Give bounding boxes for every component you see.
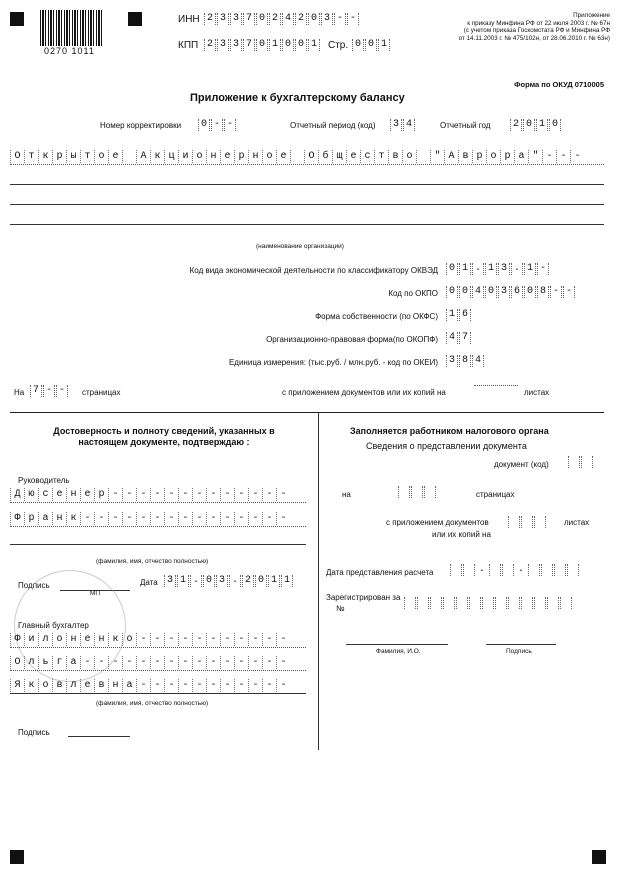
cell: - bbox=[248, 633, 262, 646]
cell: - bbox=[178, 633, 192, 646]
okfs-label: Форма собственности (по ОКФС) bbox=[315, 312, 438, 321]
stamp-label: МП bbox=[90, 590, 101, 597]
cell: - bbox=[136, 512, 150, 525]
okpo-label: Код по ОКПО bbox=[388, 289, 438, 298]
cell: - bbox=[136, 656, 150, 669]
cell: - bbox=[262, 656, 276, 669]
accountant-row bbox=[10, 656, 306, 670]
cell: - bbox=[136, 488, 150, 501]
page-label: Стр. bbox=[328, 40, 349, 51]
cell: - bbox=[94, 512, 108, 525]
cell: е bbox=[276, 150, 290, 163]
sheets-word-2: листах bbox=[564, 518, 590, 527]
cell: а bbox=[514, 150, 528, 163]
cell: - bbox=[347, 13, 359, 25]
cell: е bbox=[346, 150, 360, 163]
cell: е bbox=[80, 633, 94, 646]
cell: - bbox=[80, 512, 94, 525]
cell: - bbox=[192, 512, 206, 525]
cell: - bbox=[136, 633, 150, 646]
cell: 1 bbox=[485, 263, 497, 275]
cell: - bbox=[150, 512, 164, 525]
org-name-row bbox=[10, 150, 604, 164]
cell: - bbox=[164, 679, 178, 692]
cell: г bbox=[52, 656, 66, 669]
accountant-label: Главный бухгалтер bbox=[18, 621, 89, 630]
cell: 3 bbox=[217, 13, 229, 25]
fio-caption-2: (фамилия, имя, отчество полностью) bbox=[96, 700, 209, 707]
cell: - bbox=[108, 488, 122, 501]
cell: - bbox=[570, 150, 584, 163]
cell: н bbox=[248, 150, 262, 163]
cell: 1 bbox=[446, 309, 458, 321]
fio-line[interactable] bbox=[346, 644, 448, 645]
cell: - bbox=[192, 488, 206, 501]
cell: л bbox=[38, 633, 52, 646]
cell: 2 bbox=[295, 13, 307, 25]
signature-line-3[interactable] bbox=[486, 644, 556, 645]
number-sign: № bbox=[336, 604, 345, 613]
cell: с bbox=[360, 150, 374, 163]
cell: - bbox=[56, 385, 68, 397]
corner-marker-top-right bbox=[128, 12, 142, 26]
cell: о bbox=[94, 150, 108, 163]
sign-label-2: Подпись bbox=[18, 728, 50, 737]
barcode bbox=[40, 10, 104, 46]
cell: - bbox=[220, 633, 234, 646]
cell: и bbox=[178, 150, 192, 163]
cell: к bbox=[66, 512, 80, 525]
cell: о bbox=[122, 633, 136, 646]
pages-word-2: страницах bbox=[476, 490, 515, 499]
cell: т bbox=[24, 150, 38, 163]
submit-date-label: Дата представления расчета bbox=[326, 568, 434, 577]
cell: 0 bbox=[459, 286, 471, 298]
cell: - bbox=[178, 656, 192, 669]
cell: - bbox=[164, 512, 178, 525]
cell: 7 bbox=[459, 332, 471, 344]
cell: р bbox=[94, 488, 108, 501]
cell: - bbox=[150, 488, 164, 501]
period-label: Отчетный период (код) bbox=[290, 121, 376, 130]
cell: 1 bbox=[308, 39, 320, 51]
cell: - bbox=[94, 656, 108, 669]
period-cells bbox=[390, 119, 416, 131]
cell: 3 bbox=[446, 355, 458, 367]
cell: е bbox=[220, 150, 234, 163]
cell: 2 bbox=[510, 119, 522, 131]
cell: 7 bbox=[243, 39, 255, 51]
cell: А bbox=[444, 150, 458, 163]
okved-label: Код вида экономической деятельности по классификатору ОКВЭД bbox=[189, 266, 438, 275]
cell: н bbox=[94, 633, 108, 646]
cell: - bbox=[234, 656, 248, 669]
attach-sheets-field[interactable] bbox=[474, 385, 518, 386]
cell: - bbox=[178, 512, 192, 525]
cell: - bbox=[122, 656, 136, 669]
cell: - bbox=[248, 512, 262, 525]
doc-code-label: документ (код) bbox=[494, 460, 549, 469]
cell: - bbox=[150, 633, 164, 646]
cell: . bbox=[190, 575, 202, 587]
cell: 0 bbox=[485, 286, 497, 298]
cell: а bbox=[38, 512, 52, 525]
cell: - bbox=[136, 679, 150, 692]
cell: - bbox=[276, 656, 290, 669]
cell: 0 bbox=[523, 119, 535, 131]
cell: к bbox=[150, 150, 164, 163]
cell: 7 bbox=[243, 13, 255, 25]
section-divider bbox=[10, 412, 604, 413]
cell: - bbox=[206, 656, 220, 669]
kpp-cells bbox=[204, 39, 321, 51]
cell: " bbox=[528, 150, 542, 163]
sheets-word: листах bbox=[524, 388, 550, 397]
cell: - bbox=[108, 656, 122, 669]
appendix-note-line: (с учетом приказа Госкомстата РФ и Минфина РФ bbox=[463, 27, 610, 34]
cell: л bbox=[66, 679, 80, 692]
inn-cells bbox=[204, 13, 360, 25]
cell: Я bbox=[10, 679, 24, 692]
attach-label-2b: или их копий на bbox=[432, 530, 491, 539]
cell: - bbox=[43, 385, 55, 397]
cell: А bbox=[136, 150, 150, 163]
cell: - bbox=[192, 679, 206, 692]
kpp-label: КПП bbox=[178, 40, 199, 51]
appendix-note-line: Приложение bbox=[573, 12, 610, 19]
cell: ь bbox=[38, 656, 52, 669]
inn-label: ИНН bbox=[178, 14, 200, 25]
cell: 0 bbox=[256, 13, 268, 25]
cell: - bbox=[164, 633, 178, 646]
cell: 0 bbox=[255, 575, 267, 587]
cell: о bbox=[52, 633, 66, 646]
cell: 0 bbox=[446, 286, 458, 298]
cell: о bbox=[192, 150, 206, 163]
cell: р bbox=[472, 150, 486, 163]
cell: - bbox=[276, 488, 290, 501]
cell: - bbox=[178, 679, 192, 692]
cell: 1 bbox=[459, 263, 471, 275]
cell: 0 bbox=[282, 39, 294, 51]
okved-cells bbox=[446, 263, 550, 275]
on-label: На bbox=[14, 388, 25, 397]
cell: 1 bbox=[177, 575, 189, 587]
cell: 4 bbox=[446, 332, 458, 344]
cell: 0 bbox=[256, 39, 268, 51]
cell: е bbox=[80, 679, 94, 692]
submit-date-cells[interactable]: . . bbox=[450, 564, 580, 576]
cell: 0 bbox=[203, 575, 215, 587]
pages-word: страницах bbox=[82, 388, 121, 397]
cell: - bbox=[150, 679, 164, 692]
okfs-cells bbox=[446, 309, 472, 321]
cell: - bbox=[178, 488, 192, 501]
column-divider bbox=[318, 412, 319, 750]
director-label: Руководитель bbox=[18, 476, 70, 485]
cell: е bbox=[52, 488, 66, 501]
org-name-caption: (наименование организации) bbox=[256, 243, 344, 250]
cell: 3 bbox=[216, 575, 228, 587]
cell: о bbox=[402, 150, 416, 163]
cell: - bbox=[206, 488, 220, 501]
cell: " bbox=[430, 150, 444, 163]
right-subheading: Сведения о представлении документа bbox=[366, 441, 527, 451]
cell: р bbox=[234, 150, 248, 163]
cell bbox=[122, 150, 136, 163]
cell: 3 bbox=[217, 39, 229, 51]
cell: - bbox=[542, 150, 556, 163]
org-name-row-empty bbox=[10, 190, 604, 204]
cell: 0 bbox=[524, 286, 536, 298]
cell: - bbox=[220, 512, 234, 525]
cell: О bbox=[10, 656, 24, 669]
cell: О bbox=[10, 150, 24, 163]
accountant-row bbox=[10, 633, 306, 647]
cell: в bbox=[52, 679, 66, 692]
cell: - bbox=[150, 656, 164, 669]
director-row bbox=[10, 512, 306, 526]
cell: 3 bbox=[321, 13, 333, 25]
cell: - bbox=[206, 512, 220, 525]
cell: н bbox=[66, 488, 80, 501]
barcode-number: 0270 1011 bbox=[44, 46, 95, 56]
cell: - bbox=[108, 512, 122, 525]
appendix-note-line: от 14.11.2003 г. № 475/102н, от 28.06.2010 г. № 63н) bbox=[458, 34, 610, 42]
cell: в bbox=[94, 679, 108, 692]
cell: - bbox=[248, 679, 262, 692]
fio-short: Фамилия, И.О. bbox=[376, 648, 421, 655]
org-name-row-empty bbox=[10, 170, 604, 184]
cell: 6 bbox=[511, 286, 523, 298]
cell: и bbox=[24, 633, 38, 646]
pages-cells-2[interactable] bbox=[398, 486, 437, 498]
cell: 3 bbox=[390, 119, 402, 131]
cell: ц bbox=[164, 150, 178, 163]
cell: - bbox=[122, 512, 136, 525]
document-title: Приложение к бухгалтерскому балансу bbox=[190, 92, 405, 104]
cell: а bbox=[122, 679, 136, 692]
cell: - bbox=[262, 633, 276, 646]
cell: - bbox=[262, 512, 276, 525]
year-cells bbox=[510, 119, 562, 131]
cell bbox=[416, 150, 430, 163]
cell: о bbox=[38, 679, 52, 692]
cell: О bbox=[304, 150, 318, 163]
cell: н bbox=[206, 150, 220, 163]
cell: 2 bbox=[242, 575, 254, 587]
form-code: Форма по ОКУД 0710005 bbox=[514, 80, 604, 89]
cell: - bbox=[276, 633, 290, 646]
cell: - bbox=[248, 656, 262, 669]
sign-label-3: Подпись bbox=[506, 648, 532, 655]
cell: б bbox=[318, 150, 332, 163]
cell: - bbox=[248, 488, 262, 501]
cell: в bbox=[458, 150, 472, 163]
cell: . bbox=[472, 263, 484, 275]
right-heading: Заполняется работником налогового органа bbox=[350, 426, 549, 436]
cell: р bbox=[52, 150, 66, 163]
corner-marker-top-left bbox=[10, 12, 24, 26]
cell: - bbox=[211, 119, 223, 131]
cell: о bbox=[262, 150, 276, 163]
cell: щ bbox=[332, 150, 346, 163]
cell: - bbox=[563, 286, 575, 298]
cell: 4 bbox=[472, 286, 484, 298]
accountant-row bbox=[10, 679, 306, 693]
left-heading: Достоверность и полноту сведений, указанных в настоящем документе, подтверждаю : bbox=[53, 426, 275, 447]
cell: 4 bbox=[282, 13, 294, 25]
cell: в bbox=[388, 150, 402, 163]
cell: 0 bbox=[308, 13, 320, 25]
on-label-2: на bbox=[342, 490, 351, 499]
cell: к bbox=[24, 679, 38, 692]
correction-label: Номер корректировки bbox=[100, 121, 182, 130]
cell: 8 bbox=[459, 355, 471, 367]
cell: - bbox=[80, 656, 94, 669]
cell: е bbox=[108, 150, 122, 163]
cell: 2 bbox=[204, 13, 216, 25]
cell: к bbox=[38, 150, 52, 163]
registered-label: Зарегистрирован за bbox=[326, 593, 401, 602]
cell: 0 bbox=[352, 39, 364, 51]
cell: - bbox=[550, 286, 562, 298]
cell: 3 bbox=[498, 286, 510, 298]
cell: - bbox=[276, 679, 290, 692]
cell: 4 bbox=[472, 355, 484, 367]
corner-marker-bottom-right bbox=[592, 850, 606, 864]
cell: 3 bbox=[230, 39, 242, 51]
cell: - bbox=[220, 488, 234, 501]
cell: - bbox=[192, 656, 206, 669]
accountant-signature-line[interactable] bbox=[68, 736, 130, 737]
cell: - bbox=[262, 679, 276, 692]
cell: - bbox=[556, 150, 570, 163]
sheets-cells-2[interactable] bbox=[508, 516, 547, 528]
cell: л bbox=[24, 656, 38, 669]
cell: ы bbox=[66, 150, 80, 163]
cell: 0 bbox=[365, 39, 377, 51]
cell: а bbox=[66, 656, 80, 669]
cell: н bbox=[66, 633, 80, 646]
corner-marker-bottom-left bbox=[10, 850, 24, 864]
cell: ю bbox=[24, 488, 38, 501]
cell: 0 bbox=[198, 119, 210, 131]
attach-label: с приложением документов или их копий на bbox=[282, 388, 446, 397]
cell: 4 bbox=[403, 119, 415, 131]
okopf-label: Организационно-правовая форма(по ОКОПФ) bbox=[266, 335, 438, 344]
cell: 2 bbox=[269, 13, 281, 25]
cell: р bbox=[24, 512, 38, 525]
cell: - bbox=[537, 263, 549, 275]
okei-cells bbox=[446, 355, 485, 367]
cell: 3 bbox=[498, 263, 510, 275]
pages-cells bbox=[30, 385, 69, 397]
appendix-note-line: к приказу Минфина РФ от 22 июля 2003 г. № 67н bbox=[467, 19, 610, 27]
cell: - bbox=[262, 488, 276, 501]
year-label: Отчетный год bbox=[440, 121, 491, 130]
cell: - bbox=[164, 656, 178, 669]
cell: 0 bbox=[549, 119, 561, 131]
cell: 1 bbox=[524, 263, 536, 275]
cell: р bbox=[500, 150, 514, 163]
cell: е bbox=[80, 488, 94, 501]
cell: 3 bbox=[164, 575, 176, 587]
cell: н bbox=[52, 512, 66, 525]
director-row bbox=[10, 488, 306, 502]
attach-label-2a: с приложением документов bbox=[386, 518, 489, 527]
cell: 7 bbox=[30, 385, 42, 397]
cell: - bbox=[122, 488, 136, 501]
cell: 1 bbox=[269, 39, 281, 51]
okei-label: Единица измерения: (тыс.руб. / млн.руб. - код по ОКЕИ) bbox=[228, 358, 438, 367]
cell: Ф bbox=[10, 633, 24, 646]
doc-code-cells[interactable] bbox=[568, 456, 594, 468]
cell: 6 bbox=[459, 309, 471, 321]
cell: Ф bbox=[10, 512, 24, 525]
cell: . bbox=[229, 575, 241, 587]
cell: 1 bbox=[378, 39, 390, 51]
cell: Д bbox=[10, 488, 24, 501]
cell: к bbox=[108, 633, 122, 646]
date-label: Дата bbox=[140, 578, 158, 587]
cell: - bbox=[206, 633, 220, 646]
cell: - bbox=[164, 488, 178, 501]
cell: - bbox=[234, 488, 248, 501]
cell: н bbox=[108, 679, 122, 692]
cell bbox=[290, 150, 304, 163]
cell: - bbox=[220, 656, 234, 669]
cell: 1 bbox=[281, 575, 293, 587]
cell: - bbox=[334, 13, 346, 25]
date-cells bbox=[164, 575, 294, 587]
cell: 8 bbox=[537, 286, 549, 298]
cell: - bbox=[234, 512, 248, 525]
cell: т bbox=[80, 150, 94, 163]
cell: 0 bbox=[295, 39, 307, 51]
cell: о bbox=[486, 150, 500, 163]
cell: т bbox=[374, 150, 388, 163]
cell: . bbox=[511, 263, 523, 275]
cell: 3 bbox=[230, 13, 242, 25]
org-name-row-empty bbox=[10, 228, 604, 242]
fio-caption: (фамилия, имя, отчество полностью) bbox=[96, 558, 209, 565]
okopf-cells bbox=[446, 332, 472, 344]
cell: 1 bbox=[268, 575, 280, 587]
page-cells bbox=[352, 39, 391, 51]
cell: - bbox=[206, 679, 220, 692]
cell: - bbox=[234, 679, 248, 692]
cell: - bbox=[276, 512, 290, 525]
cell: - bbox=[234, 633, 248, 646]
cell: 0 bbox=[446, 263, 458, 275]
cell: 2 bbox=[204, 39, 216, 51]
correction-cells bbox=[198, 119, 237, 131]
registration-number-cells[interactable] bbox=[404, 597, 573, 609]
okpo-cells bbox=[446, 286, 576, 298]
cell: с bbox=[38, 488, 52, 501]
cell: - bbox=[220, 679, 234, 692]
appendix-note bbox=[459, 12, 610, 42]
cell: - bbox=[192, 633, 206, 646]
org-name-row-empty bbox=[10, 210, 604, 224]
cell: - bbox=[224, 119, 236, 131]
sign-label: Подпись bbox=[18, 581, 50, 590]
cell: 1 bbox=[536, 119, 548, 131]
